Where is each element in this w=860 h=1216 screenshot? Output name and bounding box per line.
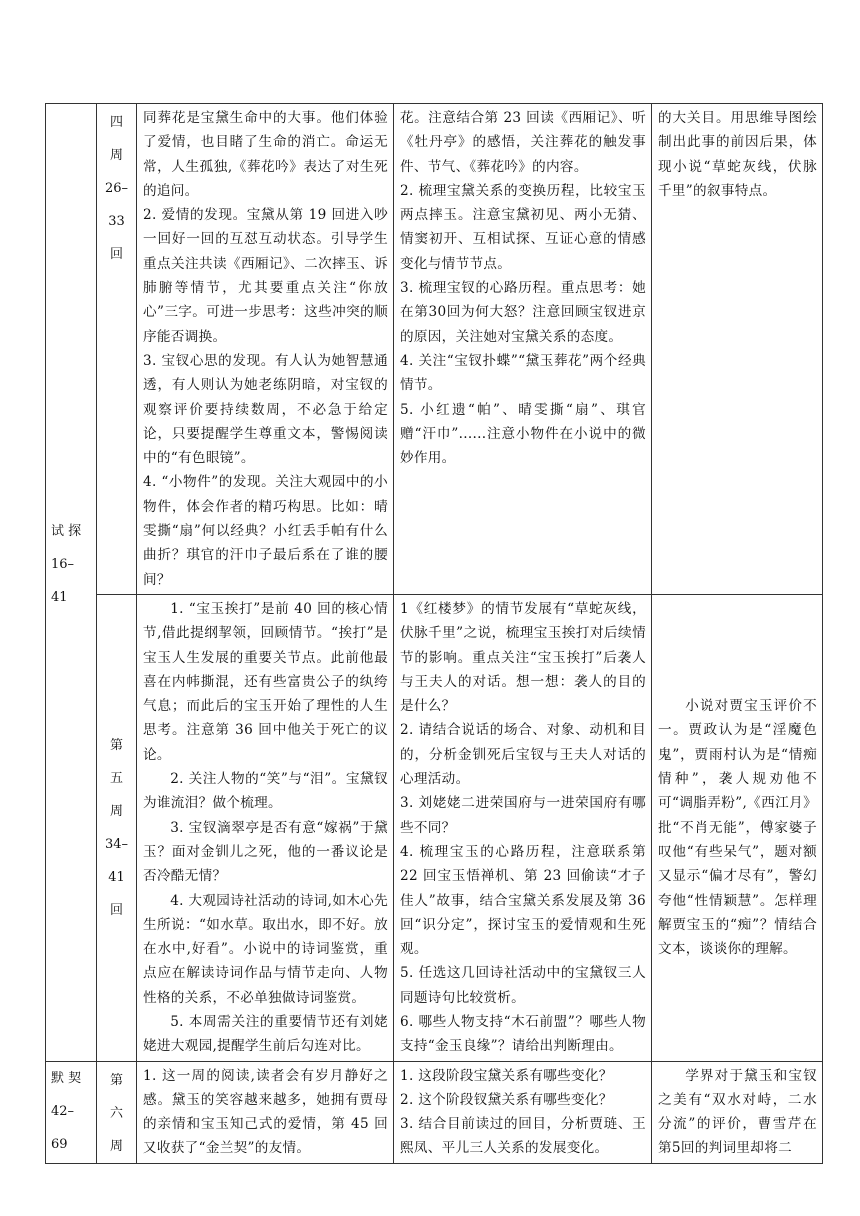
extension-text: 的大关目。用思维导图绘制出此事的前因后果，体现小说“草蛇灰线，伏脉千里”的叙事特点。 <box>658 110 817 199</box>
stage-cell <box>46 104 97 1062</box>
questions-cell <box>394 1061 652 1163</box>
question-item: 2. 请结合说话的场合、对象、动机和目的，分析金钏死后宝钗与王夫人对话的心理活动。 <box>400 722 646 788</box>
week-char: 26– <box>104 181 129 196</box>
week-cell <box>97 104 137 595</box>
stage-name: 试 探 <box>51 524 82 539</box>
task-item: 3. 宝钗心思的发现。有人认为她智慧通透，有人则认为她老练阴暗，对宝钗的观察评价要持续数周，不必急于给定论，只要提醒学生尊重文本，警惕阅读中的“有色眼镜”。 <box>143 352 388 467</box>
stage-range-start: 42– <box>51 1103 75 1119</box>
week-char: 33 <box>108 214 125 229</box>
week-char: 五 <box>109 770 123 786</box>
question-item: 1《红楼梦》的情节发展有“草蛇灰线，伏脉千里”之说，梳理宝玉挨打对后续情节的影响。重点关注“宝玉挨打”后袭人与王夫人的对话。想一想：袭人的目的是什么？ <box>400 600 646 715</box>
question-item: 3. 梳理宝钗的心路历程。重点思考：她在第30回为何大怒？注意回顾宝钗进京的原因，关注她对宝黛关系的态度。 <box>400 280 646 345</box>
stage-range-end: 69 <box>51 1136 68 1152</box>
week-char: 周 <box>109 803 123 819</box>
week-char: 四 <box>109 115 123 130</box>
task-item: 3. 宝钗滴翠亭是否有意“嫁祸”于黛玉？面对金钏儿之死，他的一番议论是否冷酷无情？ <box>143 819 388 885</box>
stage-range-end: 41 <box>51 590 68 605</box>
week-char: 回 <box>109 902 123 918</box>
week-char: 41 <box>108 869 125 885</box>
task-item: 4. “小物件”的发现。关注大观园中的小物件，体会作者的精巧构思。比如：晴雯撕“扇”何以经典？小红丢手帕有什么曲折？琪官的汗巾子最后系在了谁的腰间？ <box>143 474 388 588</box>
question-item: 花。注意结合第 23 回读《西厢记》、听《牡丹亭》的感悟，关注葬花的触发事件、节气、《葬花吟》的内容。 <box>400 110 646 175</box>
task-item: 4. 大观园诗社活动的诗词,如木心先生所说：“如水草。取出水，即不好。放在水中,好看”。小说中的诗词鉴赏，重点应在解读诗词作品与情节走向、人物性格的关系，不必单独做诗词鉴赏。 <box>143 892 388 1006</box>
questions-cell <box>394 104 652 595</box>
week-cell <box>97 594 137 1061</box>
week-char: 34– <box>104 836 129 852</box>
task-item: 2. 爱情的发现。宝黛从第 19 回进入吵一回好一回的互怼互动状态。引导学生重点关注共读《西厢记》、二次摔玉、诉肺腑等情节，尤其要重点关注“你放心”三字。可进一步思考：这些冲突的顺序能否调换。 <box>143 207 388 345</box>
extension-cell <box>652 1061 823 1163</box>
question-item: 5. 任选这几回诗社活动中的宝黛钗三人同题诗句比较赏析。 <box>400 965 646 1006</box>
week-char: 第 <box>109 1072 123 1088</box>
question-item: 5. 小红遗“帕”、晴雯撕“扇”、琪官赠“汗巾”......注意小物件在小说中的微妙作用。 <box>400 401 646 467</box>
extension-cell <box>652 594 823 1061</box>
task-item: 5. 本周需关注的重要情节还有刘姥姥进大观园,提醒学生前后勾连对比。 <box>143 1013 388 1055</box>
task-item: 同葬花是宝黛生命中的大事。他们体验了爱情，也目睹了生命的消亡。命运无常，人生孤独,《葬花吟》表达了对生死的追问。 <box>143 110 388 199</box>
table-row <box>46 594 823 1061</box>
extension-text: 学界对于黛玉和宝钗之美有“双水对峙，二水分流”的评价，曹雪芹在第5回的判词里却将二 <box>658 1067 817 1157</box>
question-item: 3. 结合目前读过的回目，分析贾琏、王熙凤、平儿三人关系的发展变化。 <box>400 1116 646 1157</box>
week-char: 第 <box>109 737 123 753</box>
tasks-cell <box>137 1061 394 1163</box>
extension-cell <box>652 104 823 595</box>
stage-name: 默 契 <box>51 1070 82 1086</box>
questions-cell <box>394 594 652 1061</box>
extension-text: 小说对贾宝玉评价不一。贾政认为是“淫魔色鬼”，贾雨村认为是“情痴情种”，袭人规劝他不可“调脂弄粉”,《西江月》批“不肖无能”，傅家婆子叹他“有些呆气”，题对额又显示“偏才尽有”，警幻夸他“性情颖慧”。怎样理解贾宝玉的“痴”？情结合文本，谈谈你的理解。 <box>658 698 817 958</box>
table-row <box>46 104 823 595</box>
week-char: 周 <box>109 1138 123 1154</box>
stage-cell <box>46 1061 97 1163</box>
question-item: 1. 这段阶段宝黛关系有哪些变化？ <box>400 1067 613 1084</box>
week-cell <box>97 1061 137 1163</box>
week-char: 回 <box>109 247 123 262</box>
table-row <box>46 1061 823 1163</box>
week-char: 六 <box>109 1105 123 1121</box>
question-item: 2. 梳理宝黛关系的变换历程，比较宝玉两点摔玉。注意宝黛初见、两小无猜、情窦初开、互相试探、互证心意的情感变化与情节节点。 <box>400 182 646 272</box>
week-char: 周 <box>109 148 123 163</box>
question-item: 6. 哪些人物支持“木石前盟”？哪些人物支持“金玉良缘”？请给出判断理由。 <box>400 1013 646 1055</box>
question-item: 4. 关注“宝钗扑蝶”“黛玉葬花”两个经典情节。 <box>400 352 646 394</box>
task-item: 1. 这一周的阅读,读者会有岁月静好之感。黛玉的笑容越来越多，她拥有贾母的亲情和宝玉知己式的爱情，第 45 回又收获了“金兰契”的友情。 <box>143 1067 388 1157</box>
task-item: 1. “宝玉挨打”是前 40 回的核心情节,借此提纲挈领，回顾情节。“挨打”是宝玉人生发展的重要关节点。此前他最喜在内帏撕混，还有些富贵公子的纨绔气息；而此后的宝玉开始了理性的人生思考。注意第 36 回中他关于死亡的议论。 <box>143 600 388 763</box>
question-item: 4. 梳理宝玉的心路历程，注意联系第 22 回宝玉悟禅机、第 23 回偷读“才子佳人”故事，结合宝黛关系发展及第 36 回“识分定”，探讨宝玉的爱情观和生死观。 <box>400 843 646 958</box>
stage-range-start: 16– <box>51 557 75 572</box>
task-item: 2. 关注人物的“笑”与“泪”。宝黛钗为谁流泪？做个梳理。 <box>143 771 388 812</box>
reading-plan-table <box>45 103 823 1164</box>
question-item: 3. 刘姥姥二进荣国府与一进荣国府有哪些不同？ <box>400 795 646 836</box>
tasks-cell <box>137 594 394 1061</box>
tasks-cell <box>137 104 394 595</box>
question-item: 2. 这个阶段钗黛关系有哪些变化？ <box>400 1091 613 1108</box>
